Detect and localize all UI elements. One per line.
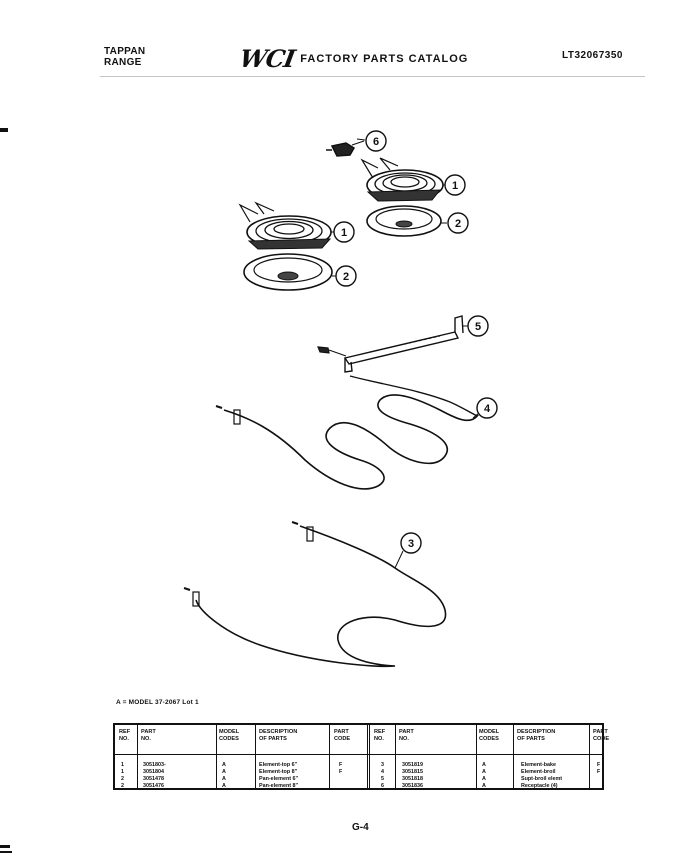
- callout-1a: [445, 175, 465, 195]
- table-column-rule: [137, 725, 138, 788]
- table-cell: Pan-element 6": [259, 776, 299, 782]
- header-part-line2: NO.: [141, 735, 151, 742]
- table-column-rule: [395, 725, 396, 788]
- callout-4: [477, 398, 497, 418]
- leader-line-6: [357, 139, 365, 140]
- header-desc-line2: OF PARTS: [517, 735, 545, 742]
- parts-table: [113, 723, 610, 790]
- header-code-line2: CODE: [593, 735, 610, 742]
- model-number: LT32067350: [562, 50, 623, 61]
- table-cell: 3051476: [143, 783, 164, 789]
- page-number: G-4: [352, 822, 369, 833]
- table-cell: A: [222, 762, 226, 768]
- header-part-line1: PART: [141, 729, 156, 735]
- callout-5: [468, 316, 488, 336]
- table-cell: 4: [381, 769, 384, 775]
- header-part-no-right: [399, 729, 414, 742]
- header-model-codes-right: [479, 729, 499, 742]
- catalog-title-text: FACTORY PARTS CATALOG: [300, 52, 469, 65]
- header-ref-line2: NO.: [119, 735, 129, 742]
- table-cell: 5: [381, 776, 384, 782]
- callout-2a: [448, 213, 468, 233]
- scan-mark: [0, 845, 10, 848]
- table-cell: F: [597, 762, 601, 768]
- header-part-line1: PART: [399, 729, 414, 735]
- header-ref-line2: NO.: [374, 735, 384, 742]
- receptacle-part: [326, 141, 364, 156]
- table-cell: 2: [121, 776, 124, 782]
- header-ref-line1: REF: [374, 729, 386, 735]
- table-column-rule: [513, 725, 514, 788]
- table-cell: Element-bake: [521, 762, 557, 768]
- table-cell: A: [482, 776, 486, 782]
- scan-mark: [0, 128, 8, 132]
- header-description: [259, 729, 297, 742]
- callout-2b-label: 2: [342, 271, 350, 283]
- callout-2b: [336, 266, 356, 286]
- table-column-rule: [476, 725, 477, 788]
- header-description-right: [517, 729, 555, 742]
- header-desc-line1: DESCRIPTION: [517, 729, 556, 735]
- table-cell: 3051819: [402, 762, 423, 768]
- callout-3-label: 3: [407, 538, 415, 550]
- table-cell: Receptacle (4): [521, 783, 558, 789]
- table-cell: A: [222, 769, 226, 775]
- table-cell: F: [339, 769, 343, 775]
- brand-name: TAPPAN: [104, 46, 146, 57]
- callout-6: [366, 131, 386, 151]
- header-model-line2: CODES: [219, 735, 239, 742]
- model-note: A = MODEL 37-2067 Lot 1: [116, 699, 199, 706]
- surface-element-6in: [362, 158, 443, 201]
- table-column-rule: [589, 725, 590, 788]
- table-cell: 1: [121, 769, 124, 775]
- header-part-code: [334, 729, 350, 742]
- header-ref-no-right: [374, 729, 385, 742]
- table-cell: F: [597, 769, 601, 775]
- header-code-line1: PART: [593, 729, 608, 735]
- table-cell: Element-top 8": [259, 769, 298, 775]
- scan-mark: [0, 851, 12, 853]
- table-cell: Element-broil: [521, 769, 556, 775]
- table-cell: A: [482, 783, 486, 789]
- table-cell: A: [482, 762, 486, 768]
- header-part-code-right: [593, 729, 609, 742]
- header-part-no: [141, 729, 156, 742]
- table-cell: 1: [121, 762, 124, 768]
- callout-1b: [334, 222, 354, 242]
- header-model-codes: [219, 729, 239, 742]
- table-center-divider: [367, 725, 370, 788]
- header-ref-line1: REF: [119, 729, 131, 735]
- drip-pan-6in: [367, 206, 441, 236]
- surface-element-8in: [240, 203, 331, 249]
- table-cell: 3051836: [402, 783, 423, 789]
- callout-4-label: 4: [483, 403, 491, 415]
- broil-element-support: [318, 316, 463, 372]
- table-header-rule: [115, 754, 602, 755]
- table-cell: A: [222, 783, 226, 789]
- table-cell: 2: [121, 783, 124, 789]
- table-cell: Element-top 6": [259, 762, 298, 768]
- header-desc-line1: DESCRIPTION: [259, 729, 298, 735]
- table-cell: A: [222, 776, 226, 782]
- drip-pan-8in: [244, 254, 332, 290]
- header-ref-no: [119, 729, 130, 742]
- broil-element: [216, 376, 478, 489]
- header-desc-line2: OF PARTS: [259, 735, 287, 742]
- header-model-line1: MODEL: [219, 729, 240, 735]
- table-cell: 3: [381, 762, 384, 768]
- wci-logo: WCI: [237, 44, 297, 73]
- callout-2a-label: 2: [454, 218, 462, 230]
- header-model-line2: CODES: [479, 735, 499, 742]
- header-code-line2: CODE: [334, 735, 351, 742]
- callout-3: [401, 533, 421, 553]
- callout-5-label: 5: [474, 321, 482, 333]
- table-cell: 6: [381, 783, 384, 789]
- table-cell: A: [482, 769, 486, 775]
- table-column-rule: [329, 725, 330, 788]
- table-cell: 3051804: [143, 769, 164, 775]
- header-model-line1: MODEL: [479, 729, 500, 735]
- callout-1a-label: 1: [451, 180, 459, 192]
- header-code-line1: PART: [334, 729, 349, 735]
- table-cell: F: [339, 762, 343, 768]
- table-cell: Supt-broil elemt: [521, 776, 563, 782]
- table-cell: 3051815: [402, 769, 423, 775]
- header-part-line2: NO.: [399, 735, 409, 742]
- table-cell: 3051818: [402, 776, 423, 782]
- table-cell: 3051478: [143, 776, 164, 782]
- callout-1b-label: 1: [340, 227, 348, 239]
- table-column-rule: [255, 725, 256, 788]
- product-type: RANGE: [104, 57, 142, 68]
- table-column-rule: [216, 725, 217, 788]
- table-cell: 3051803-: [143, 762, 166, 768]
- table-cell: Pan-element 8": [259, 783, 299, 789]
- callout-6-label: 6: [372, 136, 380, 148]
